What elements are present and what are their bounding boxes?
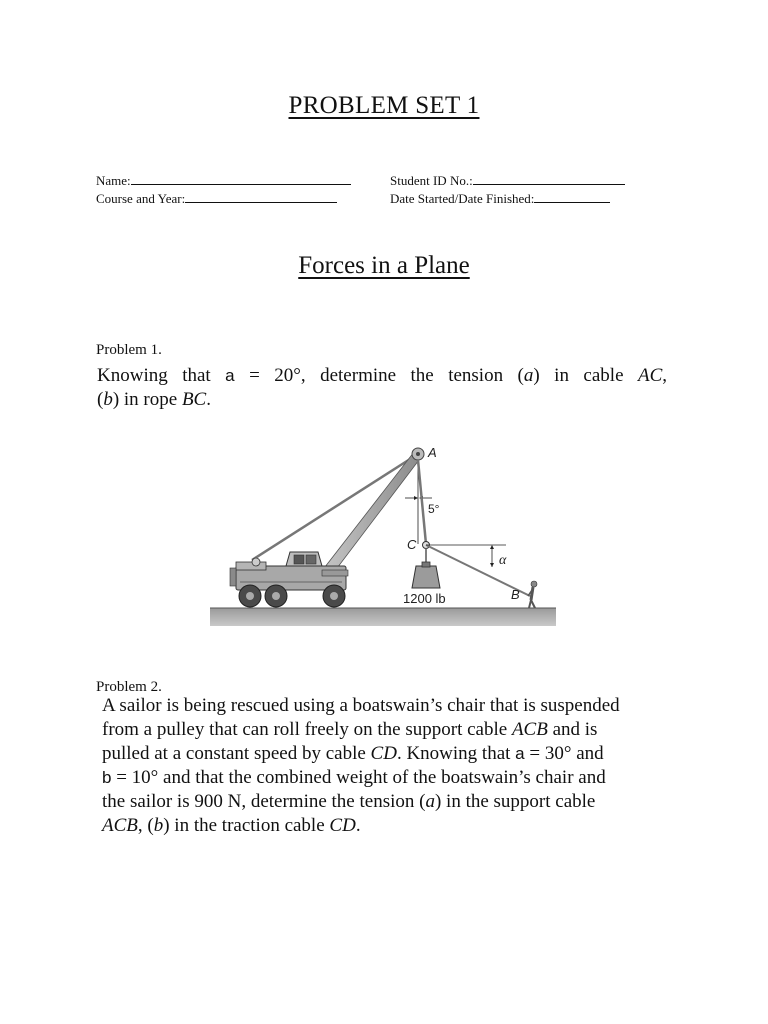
- traction-cable-cd: CD: [329, 815, 356, 836]
- angle-5-arrowhead-left: [414, 496, 418, 500]
- problem2-line5-a: the sailor is 900 N, determine the tension (: [102, 791, 426, 812]
- label-a: A: [428, 445, 437, 460]
- problem2-line4: [102, 766, 662, 790]
- problem1-text: [97, 364, 667, 412]
- problem2-line1-text: A sailor is being rescued using a boatswain’s chair that is suspended: [102, 695, 620, 716]
- crane-figure: [200, 436, 565, 632]
- problem1-text-5: (: [97, 389, 104, 410]
- cable-ac: AC: [637, 365, 663, 386]
- date-label: Date Started/Date Finished:: [390, 191, 535, 206]
- problem2-line3-c: = 30° and: [524, 743, 604, 764]
- label-c: C: [407, 537, 417, 552]
- problem2-line3-a: pulled at a constant speed by cable: [102, 743, 371, 764]
- problem2-line2-a: from a pulley that can roll freely on the support cable: [102, 719, 512, 740]
- problem2-label: Problem 2.: [96, 679, 162, 695]
- support-cable-acb: ACB: [511, 719, 548, 740]
- page-title-text: PROBLEM SET 1: [288, 92, 480, 119]
- course-field: [96, 191, 337, 207]
- name-field: [96, 173, 351, 189]
- alpha-symbol-2: a: [515, 744, 525, 763]
- problem1-part-a: a: [523, 365, 534, 386]
- label-angle-5: 5°: [428, 502, 440, 516]
- course-label: Course and Year:: [96, 191, 186, 206]
- problem2-line3-b: . Knowing that: [396, 743, 516, 764]
- student-id-label: Student ID No.:: [390, 173, 473, 188]
- problem2-line6: [102, 814, 662, 838]
- label-alpha: α: [499, 553, 507, 568]
- problem1-line1: [97, 364, 667, 388]
- problem2-part-b: b: [153, 815, 164, 836]
- problem2-line1: [102, 694, 662, 718]
- problem2-text: [102, 694, 662, 838]
- problem1-text-2: = 20°, determine the tension (: [234, 365, 524, 386]
- problem1-text-3: ) in cable: [533, 365, 638, 386]
- problem2-line2: [102, 718, 662, 742]
- section-title: [0, 252, 768, 280]
- person-b: [528, 581, 537, 608]
- section-title-text: Forces in a Plane: [298, 252, 470, 279]
- alpha-arrowhead-down: [490, 563, 494, 567]
- name-label: Name:: [96, 173, 131, 188]
- problem1-part-b: b: [103, 389, 113, 410]
- problem2-line5: [102, 790, 662, 814]
- alpha-arrowhead-up: [490, 545, 494, 549]
- crane-boom: [318, 452, 422, 580]
- problem2-line5-b: ) in the support cable: [434, 791, 596, 812]
- weight-block: [412, 566, 440, 588]
- problem2-line2-b: and is: [547, 719, 598, 740]
- date-field: [390, 191, 610, 207]
- page-title: [0, 92, 768, 120]
- problem2-line6-b: ) in the traction cable: [163, 815, 330, 836]
- weight-hook: [422, 562, 430, 567]
- problem1-text-4: ,: [662, 365, 668, 386]
- problem2-line3: [102, 742, 662, 766]
- cable-cd: CD: [370, 743, 397, 764]
- beta-symbol: b: [102, 768, 112, 787]
- cable-a-to-c: [418, 460, 426, 544]
- rope-bc: BC: [181, 389, 207, 410]
- problem2-line6-a: , (: [137, 815, 154, 836]
- student-id-field: [390, 173, 625, 189]
- support-cable-acb-2: ACB: [102, 815, 138, 836]
- alpha-symbol: a: [225, 366, 235, 385]
- cable-ac-line: [252, 454, 418, 560]
- problem1-line2: [97, 388, 667, 412]
- name-blank: [131, 173, 351, 185]
- ground: [210, 608, 556, 626]
- student-id-blank: [473, 173, 625, 185]
- problem2-line6-c: .: [355, 815, 361, 836]
- date-blank: [534, 191, 610, 203]
- problem1-text-7: .: [206, 389, 211, 410]
- problem1-text-6: ) in rope: [112, 389, 182, 410]
- problem1-label: Problem 1.: [96, 342, 162, 358]
- label-b: B: [511, 587, 520, 602]
- problem1-text-1: Knowing that: [97, 365, 226, 386]
- pulley-a-hub: [416, 452, 420, 456]
- label-weight: 1200 lb: [403, 591, 446, 606]
- problem2-part-a: a: [425, 791, 435, 812]
- problem2-line4-a: = 10° and that the combined weight of the boatswain’s chair and: [111, 767, 606, 788]
- course-blank: [185, 191, 337, 203]
